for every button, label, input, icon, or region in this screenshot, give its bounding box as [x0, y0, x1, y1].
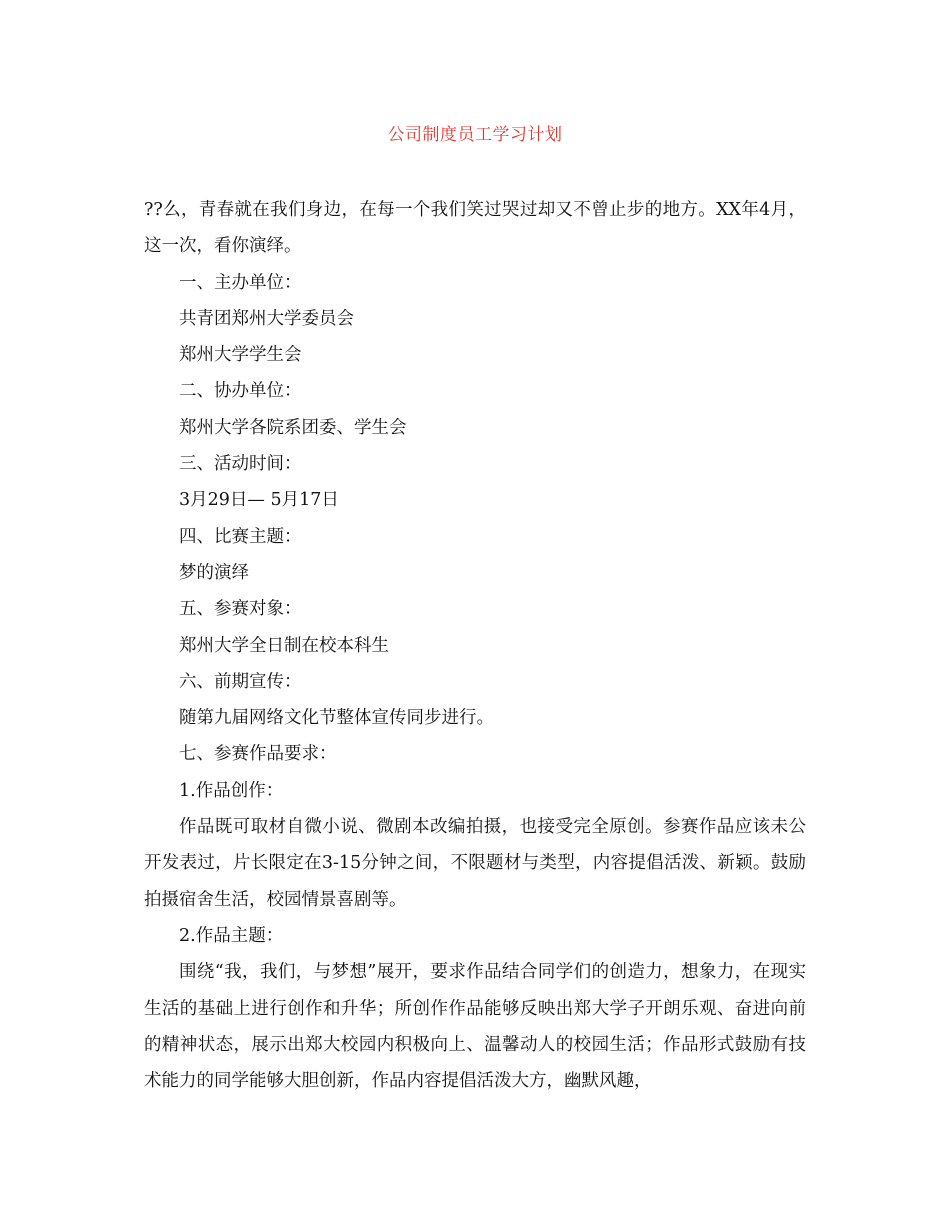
- paragraph: 3月29日— 5月17日: [179, 490, 339, 511]
- paragraph: 郑州大学学生会: [179, 345, 302, 366]
- paragraph: 二、协办单位：: [179, 381, 302, 402]
- paragraph: 郑州大学各院系团委、学生会: [179, 417, 407, 438]
- paragraph: 1.作品创作：: [179, 780, 284, 801]
- paragraph: 围绕“我，我们，与梦想”展开，要求作品结合同学们的创造力，想象力，在现实生活的基础上进行创作和升华；所创作作品能够反映出郑大学子开朗乐观、奋进向前的精神状态，展示出郑大校园内积极向上、温馨动人的校园生活；作品形式鼓励有技术能力的同学能够大胆创新，作品内容提倡活泼大方，幽默风趣，: [144, 962, 806, 1092]
- document-title: 公司制度员工学习计划: [387, 125, 563, 145]
- paragraph: 随第九届网络文化节整体宣传同步进行。: [179, 708, 494, 729]
- paragraph: 郑州大学全日制在校本科生: [179, 635, 389, 656]
- paragraph: ??么，青春就在我们身边，在每一个我们笑过哭过却又不曾止步的地方。XX年4月，这一次，看你演绎。: [144, 200, 806, 257]
- paragraph: 三、活动时间：: [179, 454, 302, 475]
- paragraph: 五、参赛对象：: [179, 599, 302, 620]
- paragraph: 作品既可取材自微小说、微剧本改编拍摄，也接受完全原创。参赛作品应该未公开发表过，片长限定在3-15分钟之间，不限题材与类型，内容提倡活泼、新颖。鼓励拍摄宿舍生活，校园情景喜剧等。: [144, 817, 806, 910]
- document-body: [144, 192, 806, 1099]
- paragraph: 七、参赛作品要求：: [179, 744, 337, 765]
- paragraph: 六、前期宣传：: [179, 671, 302, 692]
- paragraph: 共青团郑州大学委员会: [179, 308, 354, 329]
- paragraph: 2.作品主题：: [179, 925, 284, 946]
- paragraph: 一、主办单位：: [179, 272, 302, 293]
- paragraph: 四、比赛主题：: [179, 526, 302, 547]
- paragraph: 梦的演绎: [179, 562, 249, 583]
